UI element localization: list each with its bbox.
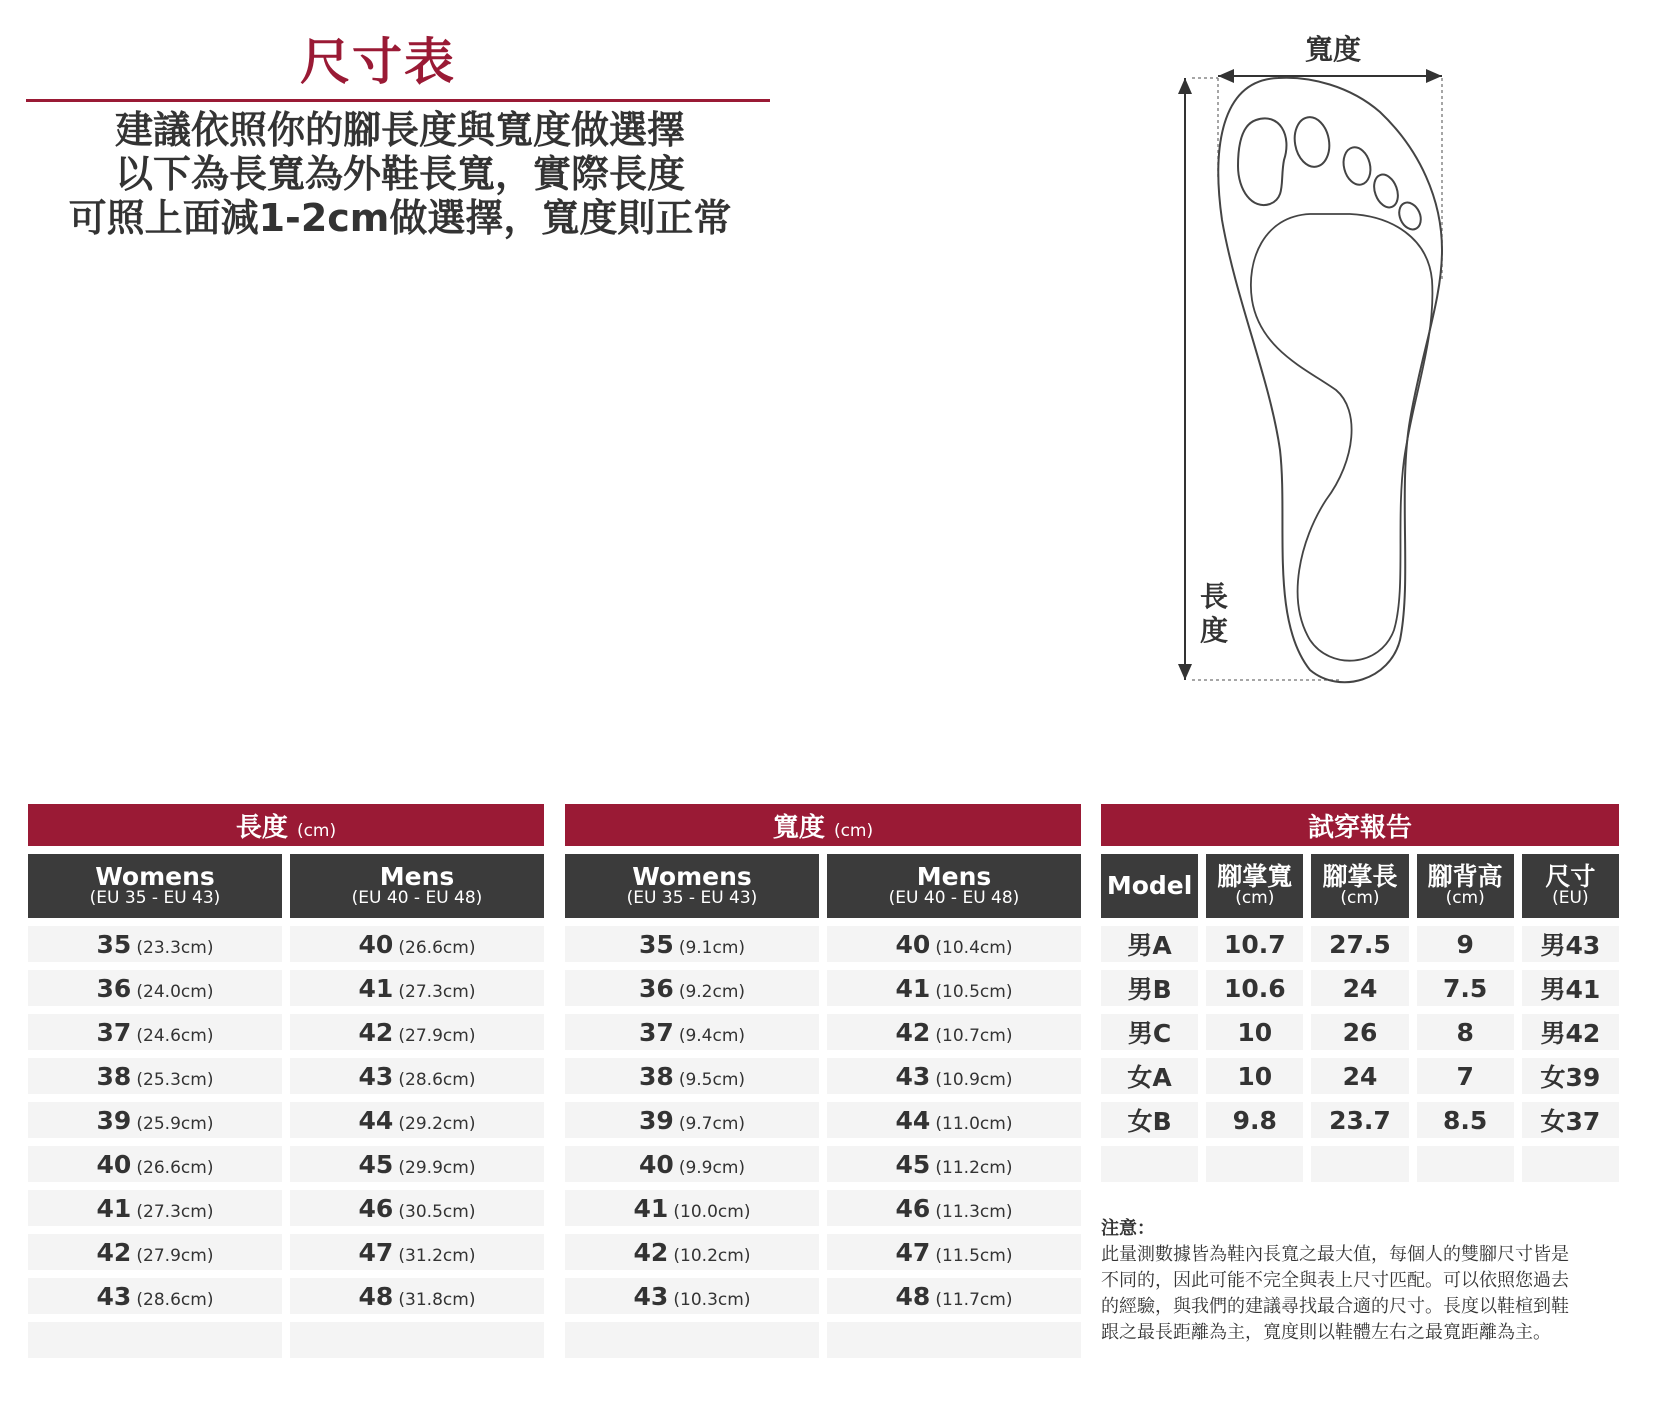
length-row bbox=[28, 1102, 544, 1138]
width-size: 40 bbox=[638, 1149, 674, 1179]
length-measure: (29.2cm) bbox=[398, 1113, 476, 1134]
width-womens-cell bbox=[565, 970, 819, 1006]
report-cell: 男43 bbox=[1522, 926, 1619, 962]
report-cell: 10 bbox=[1206, 1014, 1303, 1050]
width-size: 36 bbox=[638, 973, 674, 1003]
width-size: 35 bbox=[638, 929, 674, 959]
length-size: 43 bbox=[358, 1061, 394, 1091]
report-header-cell bbox=[1522, 854, 1619, 918]
width-col-womens-label: Womens bbox=[632, 861, 752, 891]
width-col-womens-range: (EU 35 - EU 43) bbox=[626, 888, 758, 909]
length-size: 42 bbox=[96, 1237, 132, 1267]
length-label bbox=[1198, 580, 1230, 648]
fitting-report-table bbox=[1093, 796, 1627, 1190]
width-womens-cell bbox=[565, 1190, 819, 1226]
width-label: 寬度 bbox=[1305, 33, 1362, 66]
width-measure: (9.1cm) bbox=[678, 937, 746, 958]
report-cell: 男A bbox=[1101, 926, 1198, 962]
intro-line-1: 建議依照你的腳長度與寬度做選擇 bbox=[114, 108, 685, 152]
width-row bbox=[565, 1278, 1081, 1314]
report-header-unit: (EU) bbox=[1552, 888, 1589, 909]
length-row bbox=[28, 1190, 544, 1226]
width-measure: (10.2cm) bbox=[673, 1245, 751, 1266]
width-measure: (11.7cm) bbox=[935, 1289, 1013, 1310]
length-col-womens-range: (EU 35 - EU 43) bbox=[89, 888, 221, 909]
report-row bbox=[1101, 1014, 1619, 1050]
width-size: 48 bbox=[895, 1281, 931, 1311]
width-row bbox=[565, 1102, 1081, 1138]
width-size: 41 bbox=[633, 1193, 669, 1223]
report-header-label: 腳背高 bbox=[1427, 861, 1503, 891]
length-measure: (27.3cm) bbox=[136, 1201, 214, 1222]
length-size: 40 bbox=[96, 1149, 132, 1179]
length-row bbox=[28, 926, 544, 962]
length-size: 45 bbox=[358, 1149, 394, 1179]
length-col-mens-range: (EU 40 - EU 48) bbox=[351, 888, 483, 909]
width-size: 39 bbox=[638, 1105, 674, 1135]
width-table-title bbox=[565, 804, 1081, 846]
length-measure: (29.9cm) bbox=[398, 1157, 476, 1178]
report-cell: 26 bbox=[1311, 1014, 1408, 1050]
report-empty-cell bbox=[1311, 1146, 1408, 1182]
length-measure: (30.5cm) bbox=[398, 1201, 476, 1222]
report-cell: 男42 bbox=[1522, 1014, 1619, 1050]
note-title: 注意： bbox=[1101, 1218, 1155, 1239]
width-table bbox=[557, 796, 1089, 1366]
width-col-mens-label: Mens bbox=[916, 861, 992, 891]
length-size: 41 bbox=[358, 973, 394, 1003]
width-mens-cell bbox=[827, 1058, 1081, 1094]
width-size: 43 bbox=[895, 1061, 931, 1091]
length-table-unit: (cm) bbox=[296, 820, 337, 841]
report-row bbox=[1101, 970, 1619, 1006]
length-size: 36 bbox=[96, 973, 132, 1003]
width-size: 45 bbox=[895, 1149, 931, 1179]
length-size: 43 bbox=[96, 1281, 132, 1311]
length-measure: (31.8cm) bbox=[398, 1289, 476, 1310]
width-measure: (9.5cm) bbox=[678, 1069, 746, 1090]
width-measure: (11.0cm) bbox=[935, 1113, 1013, 1134]
width-measure: (11.5cm) bbox=[935, 1245, 1013, 1266]
width-row bbox=[565, 926, 1081, 962]
length-size: 40 bbox=[358, 929, 394, 959]
length-womens-cell bbox=[28, 1058, 282, 1094]
report-cell: 9 bbox=[1417, 926, 1514, 962]
width-row bbox=[565, 1058, 1081, 1094]
length-womens-cell bbox=[28, 1102, 282, 1138]
width-row bbox=[565, 970, 1081, 1006]
report-header-cell bbox=[1206, 854, 1303, 918]
report-cell: 8.5 bbox=[1417, 1102, 1514, 1138]
width-measure: (9.9cm) bbox=[678, 1157, 746, 1178]
width-measure: (9.7cm) bbox=[678, 1113, 746, 1134]
length-empty-cell bbox=[28, 1322, 282, 1358]
report-cell: 女B bbox=[1101, 1102, 1198, 1138]
note-line-3: 的經驗，與我們的建議尋找最合適的尺寸。長度以鞋楦到鞋 bbox=[1101, 1296, 1569, 1317]
length-label-char-2: 度 bbox=[1199, 614, 1228, 647]
length-empty-row bbox=[28, 1322, 544, 1358]
width-measure: (10.3cm) bbox=[673, 1289, 751, 1310]
length-empty-cell bbox=[290, 1322, 544, 1358]
width-size: 42 bbox=[633, 1237, 669, 1267]
width-empty-row bbox=[565, 1322, 1081, 1358]
length-size: 38 bbox=[96, 1061, 132, 1091]
report-row bbox=[1101, 1058, 1619, 1094]
width-measure: (10.9cm) bbox=[935, 1069, 1013, 1090]
length-measure: (24.6cm) bbox=[136, 1025, 214, 1046]
width-size: 42 bbox=[895, 1017, 931, 1047]
width-size: 43 bbox=[633, 1281, 669, 1311]
width-measure: (10.0cm) bbox=[673, 1201, 751, 1222]
report-cell: 7 bbox=[1417, 1058, 1514, 1094]
report-cell: 10.6 bbox=[1206, 970, 1303, 1006]
width-col-womens bbox=[565, 854, 819, 918]
width-womens-cell bbox=[565, 1102, 819, 1138]
length-mens-cell bbox=[290, 1058, 544, 1094]
report-cell: 10.7 bbox=[1206, 926, 1303, 962]
width-womens-cell bbox=[565, 1234, 819, 1270]
width-size: 41 bbox=[895, 973, 931, 1003]
width-row bbox=[565, 1146, 1081, 1182]
width-size: 37 bbox=[638, 1017, 674, 1047]
length-size: 47 bbox=[358, 1237, 394, 1267]
length-measure: (27.9cm) bbox=[136, 1245, 214, 1266]
width-womens-cell bbox=[565, 1278, 819, 1314]
report-row bbox=[1101, 926, 1619, 962]
length-size: 35 bbox=[96, 929, 132, 959]
length-table-title-text: 長度 bbox=[235, 812, 288, 843]
width-row bbox=[565, 1190, 1081, 1226]
report-cell: 23.7 bbox=[1311, 1102, 1408, 1138]
length-col-mens bbox=[290, 854, 544, 918]
width-mens-cell bbox=[827, 1102, 1081, 1138]
length-womens-cell bbox=[28, 1190, 282, 1226]
length-row bbox=[28, 1234, 544, 1270]
width-measure: (9.2cm) bbox=[678, 981, 746, 1002]
report-empty-cell bbox=[1522, 1146, 1619, 1182]
length-col-womens bbox=[28, 854, 282, 918]
length-row bbox=[28, 1278, 544, 1314]
width-womens-cell bbox=[565, 1146, 819, 1182]
width-empty-cell bbox=[565, 1322, 819, 1358]
title-divider bbox=[26, 99, 770, 102]
length-mens-cell bbox=[290, 970, 544, 1006]
length-measure: (27.3cm) bbox=[398, 981, 476, 1002]
length-mens-cell bbox=[290, 1102, 544, 1138]
length-womens-cell bbox=[28, 1146, 282, 1182]
width-size: 46 bbox=[895, 1193, 931, 1223]
length-measure: (23.3cm) bbox=[136, 937, 214, 958]
length-col-womens-label: Womens bbox=[95, 861, 215, 891]
report-header-row bbox=[1101, 854, 1619, 918]
note-line-4: 跟之最長距離為主，寬度則以鞋體左右之最寬距離為主。 bbox=[1101, 1322, 1551, 1343]
width-measure: (9.4cm) bbox=[678, 1025, 746, 1046]
length-measure: (24.0cm) bbox=[136, 981, 214, 1002]
report-cell: 女A bbox=[1101, 1058, 1198, 1094]
report-cell: 男41 bbox=[1522, 970, 1619, 1006]
length-table bbox=[20, 796, 552, 1366]
length-size: 37 bbox=[96, 1017, 132, 1047]
width-size: 40 bbox=[895, 929, 931, 959]
length-measure: (28.6cm) bbox=[136, 1289, 214, 1310]
length-size: 39 bbox=[96, 1105, 132, 1135]
width-mens-cell bbox=[827, 1190, 1081, 1226]
length-measure: (28.6cm) bbox=[398, 1069, 476, 1090]
width-measure: (11.2cm) bbox=[935, 1157, 1013, 1178]
length-size: 41 bbox=[96, 1193, 132, 1223]
report-cell: 男C bbox=[1101, 1014, 1198, 1050]
report-empty-cell bbox=[1206, 1146, 1303, 1182]
report-header-cell bbox=[1311, 854, 1408, 918]
length-size: 42 bbox=[358, 1017, 394, 1047]
width-table-unit: (cm) bbox=[833, 820, 874, 841]
length-measure: (25.9cm) bbox=[136, 1113, 214, 1134]
report-table-title: 試穿報告 bbox=[1101, 804, 1619, 846]
length-size: 46 bbox=[358, 1193, 394, 1223]
length-measure: (26.6cm) bbox=[398, 937, 476, 958]
width-size: 47 bbox=[895, 1237, 931, 1267]
report-row bbox=[1101, 1102, 1619, 1138]
length-size: 44 bbox=[358, 1105, 394, 1135]
length-row bbox=[28, 1058, 544, 1094]
length-womens-cell bbox=[28, 926, 282, 962]
note-line-1: 此量測數據皆為鞋內長寬之最大值，每個人的雙腳尺寸皆是 bbox=[1101, 1244, 1569, 1265]
length-measure: (25.3cm) bbox=[136, 1069, 214, 1090]
report-cell: 10 bbox=[1206, 1058, 1303, 1094]
report-cell: 8 bbox=[1417, 1014, 1514, 1050]
report-header-unit: (cm) bbox=[1445, 888, 1485, 909]
width-measure: (10.5cm) bbox=[935, 981, 1013, 1002]
report-header-cell bbox=[1417, 854, 1514, 918]
report-cell: 27.5 bbox=[1311, 926, 1408, 962]
report-cell: 7.5 bbox=[1417, 970, 1514, 1006]
length-mens-cell bbox=[290, 1234, 544, 1270]
width-measure: (11.3cm) bbox=[935, 1201, 1013, 1222]
length-row bbox=[28, 1014, 544, 1050]
report-header-cell bbox=[1101, 854, 1198, 918]
report-header-label: 尺寸 bbox=[1545, 861, 1596, 891]
foot-diagram bbox=[1160, 20, 1480, 690]
report-empty-cell bbox=[1101, 1146, 1198, 1182]
report-header-unit: (cm) bbox=[1340, 888, 1380, 909]
width-mens-cell bbox=[827, 1146, 1081, 1182]
width-row bbox=[565, 1014, 1081, 1050]
width-womens-cell bbox=[565, 926, 819, 962]
length-womens-cell bbox=[28, 1234, 282, 1270]
length-mens-cell bbox=[290, 1278, 544, 1314]
intro-line-3: 可照上面減1-2cm做選擇，寬度則正常 bbox=[68, 196, 732, 240]
width-col-mens-range: (EU 40 - EU 48) bbox=[888, 888, 1020, 909]
report-cell: 24 bbox=[1311, 1058, 1408, 1094]
width-measure: (10.4cm) bbox=[935, 937, 1013, 958]
length-measure: (27.9cm) bbox=[398, 1025, 476, 1046]
width-size: 44 bbox=[895, 1105, 931, 1135]
width-mens-cell bbox=[827, 970, 1081, 1006]
width-womens-cell bbox=[565, 1014, 819, 1050]
page-title: 尺寸表 bbox=[300, 33, 456, 91]
report-cell: 女37 bbox=[1522, 1102, 1619, 1138]
width-mens-cell bbox=[827, 1278, 1081, 1314]
length-table-title bbox=[28, 804, 544, 846]
length-row bbox=[28, 970, 544, 1006]
length-womens-cell bbox=[28, 1014, 282, 1050]
report-cell: 9.8 bbox=[1206, 1102, 1303, 1138]
report-cell: 男B bbox=[1101, 970, 1198, 1006]
length-row bbox=[28, 1146, 544, 1182]
length-mens-cell bbox=[290, 926, 544, 962]
width-row bbox=[565, 1234, 1081, 1270]
length-label-char-1: 長 bbox=[1199, 580, 1228, 613]
length-size: 48 bbox=[358, 1281, 394, 1311]
length-mens-cell bbox=[290, 1190, 544, 1226]
report-header-label: 腳掌寬 bbox=[1217, 861, 1293, 891]
length-measure: (26.6cm) bbox=[136, 1157, 214, 1178]
width-womens-cell bbox=[565, 1058, 819, 1094]
width-mens-cell bbox=[827, 1234, 1081, 1270]
report-cell: 24 bbox=[1311, 970, 1408, 1006]
length-measure: (31.2cm) bbox=[398, 1245, 476, 1266]
length-womens-cell bbox=[28, 1278, 282, 1314]
length-col-mens-label: Mens bbox=[379, 861, 455, 891]
report-empty-cell bbox=[1417, 1146, 1514, 1182]
report-header-label: Model bbox=[1106, 870, 1193, 900]
length-mens-cell bbox=[290, 1146, 544, 1182]
note bbox=[1101, 1216, 1611, 1346]
width-col-mens bbox=[827, 854, 1081, 918]
width-mens-cell bbox=[827, 926, 1081, 962]
length-mens-cell bbox=[290, 1014, 544, 1050]
intro-text bbox=[40, 108, 760, 240]
report-header-label: 腳掌長 bbox=[1322, 861, 1398, 891]
width-empty-cell bbox=[827, 1322, 1081, 1358]
width-measure: (10.7cm) bbox=[935, 1025, 1013, 1046]
intro-line-2: 以下為長寬為外鞋長寬，實際長度 bbox=[114, 152, 685, 196]
width-mens-cell bbox=[827, 1014, 1081, 1050]
report-empty-row bbox=[1101, 1146, 1619, 1182]
width-table-title-text: 寬度 bbox=[772, 812, 825, 843]
width-size: 38 bbox=[638, 1061, 674, 1091]
note-line-2: 不同的，因此可能不完全與表上尺寸匹配。可以依照您過去 bbox=[1101, 1270, 1569, 1291]
report-cell: 女39 bbox=[1522, 1058, 1619, 1094]
report-header-unit: (cm) bbox=[1235, 888, 1275, 909]
length-womens-cell bbox=[28, 970, 282, 1006]
